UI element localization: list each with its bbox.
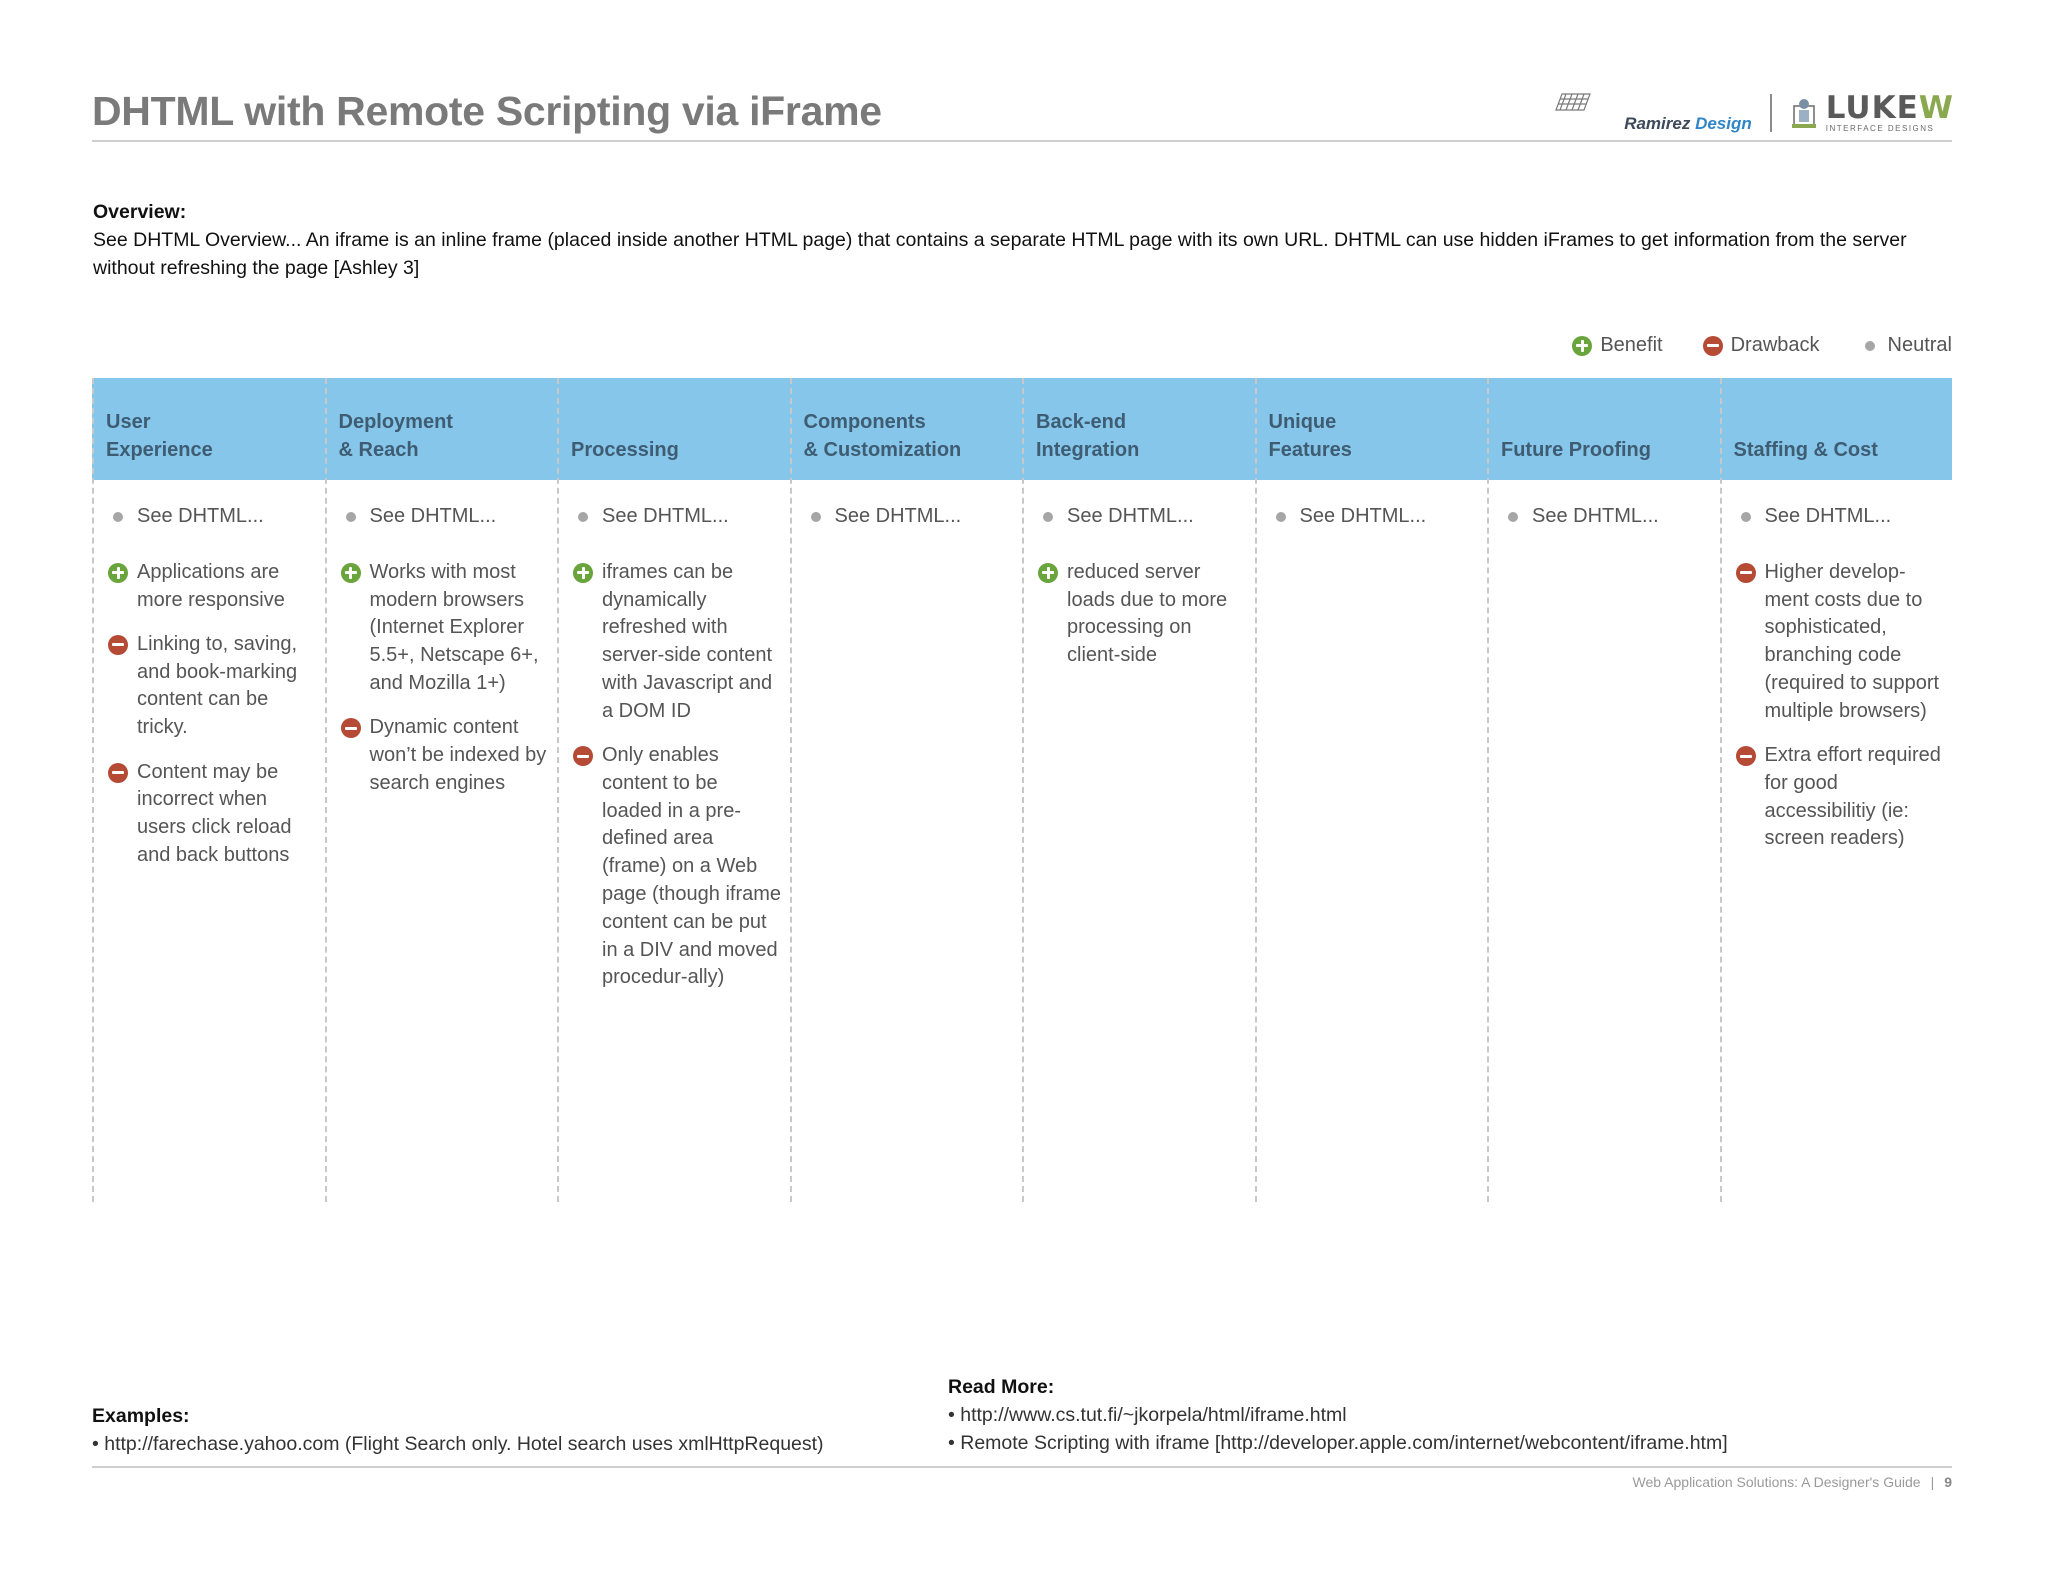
list-item xyxy=(96,759,316,870)
legend-drawback-label: Drawback xyxy=(1730,334,1820,356)
list-item-text: Linking to, saving, and book-marking content can be tricky. xyxy=(137,632,298,739)
lukew-logo xyxy=(1790,90,1954,133)
neutral-dot-icon xyxy=(108,507,128,527)
overview-section xyxy=(93,198,1963,282)
column-body-unique-features xyxy=(1259,480,1479,1202)
column-header-processing xyxy=(571,378,791,480)
list-item-text: See DHTML... xyxy=(369,505,497,527)
neutral-dot-icon xyxy=(1860,336,1880,356)
logo-area xyxy=(1552,88,1954,138)
list-item-text: See DHTML... xyxy=(1764,505,1892,527)
neutral-dot-icon xyxy=(1503,507,1523,527)
minus-circle-icon xyxy=(1703,336,1723,356)
list-item-text: See DHTML... xyxy=(137,505,264,527)
column-header-label: Unique Features xyxy=(1268,411,1352,461)
examples-section xyxy=(92,1402,824,1458)
lukew-figure-icon xyxy=(1790,96,1820,130)
design-word: Design xyxy=(1695,114,1752,133)
column-header-label: Future Proofing xyxy=(1501,439,1651,461)
column-header-label: Deployment & Reach xyxy=(338,411,453,461)
list-item-text: See DHTML... xyxy=(834,505,962,527)
ramirez-word: Ramirez xyxy=(1624,114,1691,133)
lukew-tagline: INTERFACE DESIGNS xyxy=(1825,124,1935,133)
column-divider xyxy=(790,378,792,1202)
column-header-staffing-cost xyxy=(1734,378,1954,480)
column-divider xyxy=(1487,378,1489,1202)
examples-item: • http://farechase.yahoo.com (Flight Search only. Hotel search uses xmlHttpRequest) xyxy=(92,1433,824,1455)
list-item xyxy=(1724,559,1944,726)
read-more-heading: Read More: xyxy=(948,1376,1055,1398)
plus-circle-icon xyxy=(108,563,128,583)
list-item xyxy=(329,714,549,797)
minus-circle-icon xyxy=(573,746,593,766)
list-item xyxy=(1491,503,1711,531)
examples-heading: Examples: xyxy=(92,1405,190,1427)
column-header-label: User Experience xyxy=(106,411,213,461)
minus-circle-icon xyxy=(108,763,128,783)
column-header-label: Components & Customization xyxy=(803,411,962,461)
list-item xyxy=(561,503,781,531)
column-divider xyxy=(1720,378,1722,1202)
legend-benefit xyxy=(1572,334,1662,357)
list-item xyxy=(329,559,549,698)
legend-benefit-label: Benefit xyxy=(1600,334,1663,356)
column-header-back-end-integration xyxy=(1036,378,1256,480)
list-item xyxy=(1724,742,1944,853)
list-item xyxy=(96,559,316,615)
list-item-text: Content may be incorrect when users click reload and back buttons xyxy=(137,760,292,866)
comparison-grid xyxy=(92,378,1952,1202)
minus-circle-icon xyxy=(341,718,361,738)
column-header-user-experience xyxy=(106,378,326,480)
column-body-staffing-cost xyxy=(1724,480,1944,1202)
title-divider xyxy=(92,140,1952,142)
column-header-label: Staffing & Cost xyxy=(1733,439,1878,461)
column-divider xyxy=(92,378,94,1202)
plus-circle-icon xyxy=(573,563,593,583)
plus-circle-icon xyxy=(1572,336,1592,356)
column-divider xyxy=(557,378,559,1202)
neutral-dot-icon xyxy=(1271,507,1291,527)
list-item xyxy=(1724,503,1944,531)
legend xyxy=(1572,334,1952,357)
page-number: 9 xyxy=(1944,1474,1952,1490)
list-item-text: See DHTML... xyxy=(1532,505,1659,527)
list-item xyxy=(1026,503,1246,531)
column-body-deployment-reach xyxy=(329,480,549,1202)
list-item-text: See DHTML... xyxy=(1067,505,1194,527)
list-item-text: Extra effort required for good accessibilitiy (ie: screen readers) xyxy=(1764,744,1941,850)
minus-circle-icon xyxy=(108,635,128,655)
list-item-text: Only enables content to be loaded in a pre-defined area (frame) on a Web page (though iframe content can be put in a DIV and moved procedur-ally) xyxy=(602,744,782,989)
footer-divider xyxy=(92,1466,1952,1468)
plus-circle-icon xyxy=(341,563,361,583)
legend-neutral xyxy=(1860,334,1952,357)
list-item-text: Works with most modern browsers (Internet Explorer 5.5+, Netscape 6+, and Mozilla 1+) xyxy=(369,560,539,694)
neutral-dot-icon xyxy=(1038,507,1058,527)
page-title: DHTML with Remote Scripting via iFrame xyxy=(92,88,882,134)
list-item xyxy=(561,559,781,726)
list-item xyxy=(1026,559,1246,670)
logo-divider xyxy=(1770,94,1772,132)
list-item xyxy=(329,503,549,531)
overview-heading: Overview: xyxy=(93,201,187,223)
column-header-unique-features xyxy=(1269,378,1489,480)
list-item xyxy=(794,503,1014,531)
plus-circle-icon xyxy=(1038,563,1058,583)
column-divider xyxy=(325,378,327,1202)
minus-circle-icon xyxy=(1736,746,1756,766)
ramirez-design-logo xyxy=(1552,90,1752,136)
list-item xyxy=(561,742,781,992)
lukew-accent: W xyxy=(1918,90,1954,126)
list-item xyxy=(1259,503,1479,531)
column-header-future-proofing xyxy=(1501,378,1721,480)
overview-text: See DHTML Overview... An iframe is an inline frame (placed inside another HTML page) that contains a separate HTML page with its own URL. DHTML can use hidden iFrames to get information from the server without refreshing the page [Ashley 3] xyxy=(93,229,1907,279)
read-more-section xyxy=(948,1373,1728,1457)
list-item-text: Applications are more responsive xyxy=(137,560,285,611)
footer xyxy=(1633,1474,1952,1490)
legend-neutral-label: Neutral xyxy=(1887,334,1952,356)
neutral-dot-icon xyxy=(573,507,593,527)
legend-drawback xyxy=(1703,334,1820,357)
read-more-item: • http://www.cs.tut.fi/~jkorpela/html/iframe.html xyxy=(948,1404,1347,1426)
column-body-future-proofing xyxy=(1491,480,1711,1202)
list-item-text: Dynamic content won’t be indexed by search engines xyxy=(369,716,547,794)
column-divider xyxy=(1255,378,1257,1202)
lukew-name: LUKE xyxy=(1825,90,1919,126)
column-divider xyxy=(1022,378,1024,1202)
read-more-item: • Remote Scripting with iframe [http://developer.apple.com/internet/webcontent/iframe.htm] xyxy=(948,1432,1728,1454)
list-item xyxy=(96,503,316,531)
list-item-text: iframes can be dynamically refreshed with server-side content with Javascript and a DOM ID xyxy=(602,560,773,722)
list-item-text: See DHTML... xyxy=(1299,505,1427,527)
list-item-text: Higher develop-ment costs due to sophisticated, branching code (required to support multiple browsers) xyxy=(1764,560,1940,722)
column-header-label: Back-end Integration xyxy=(1036,411,1140,461)
neutral-dot-icon xyxy=(341,507,361,527)
footer-guide-title: Web Application Solutions: A Designer's Guide xyxy=(1632,1474,1921,1490)
neutral-dot-icon xyxy=(1736,507,1756,527)
ramirez-mark-icon xyxy=(1552,90,1596,116)
footer-separator: | xyxy=(1930,1474,1935,1490)
column-header-label: Processing xyxy=(571,439,679,461)
column-body-user-experience xyxy=(96,480,316,1202)
column-body-components-customization xyxy=(794,480,1014,1202)
column-header-deployment-reach xyxy=(339,378,559,480)
minus-circle-icon xyxy=(1736,563,1756,583)
neutral-dot-icon xyxy=(806,507,826,527)
list-item-text: See DHTML... xyxy=(602,505,729,527)
column-header-components-customization xyxy=(804,378,1024,480)
column-body-processing xyxy=(561,480,781,1202)
list-item-text: reduced server loads due to more processing on client-side xyxy=(1067,560,1228,667)
column-body-back-end-integration xyxy=(1026,480,1246,1202)
list-item xyxy=(96,631,316,742)
